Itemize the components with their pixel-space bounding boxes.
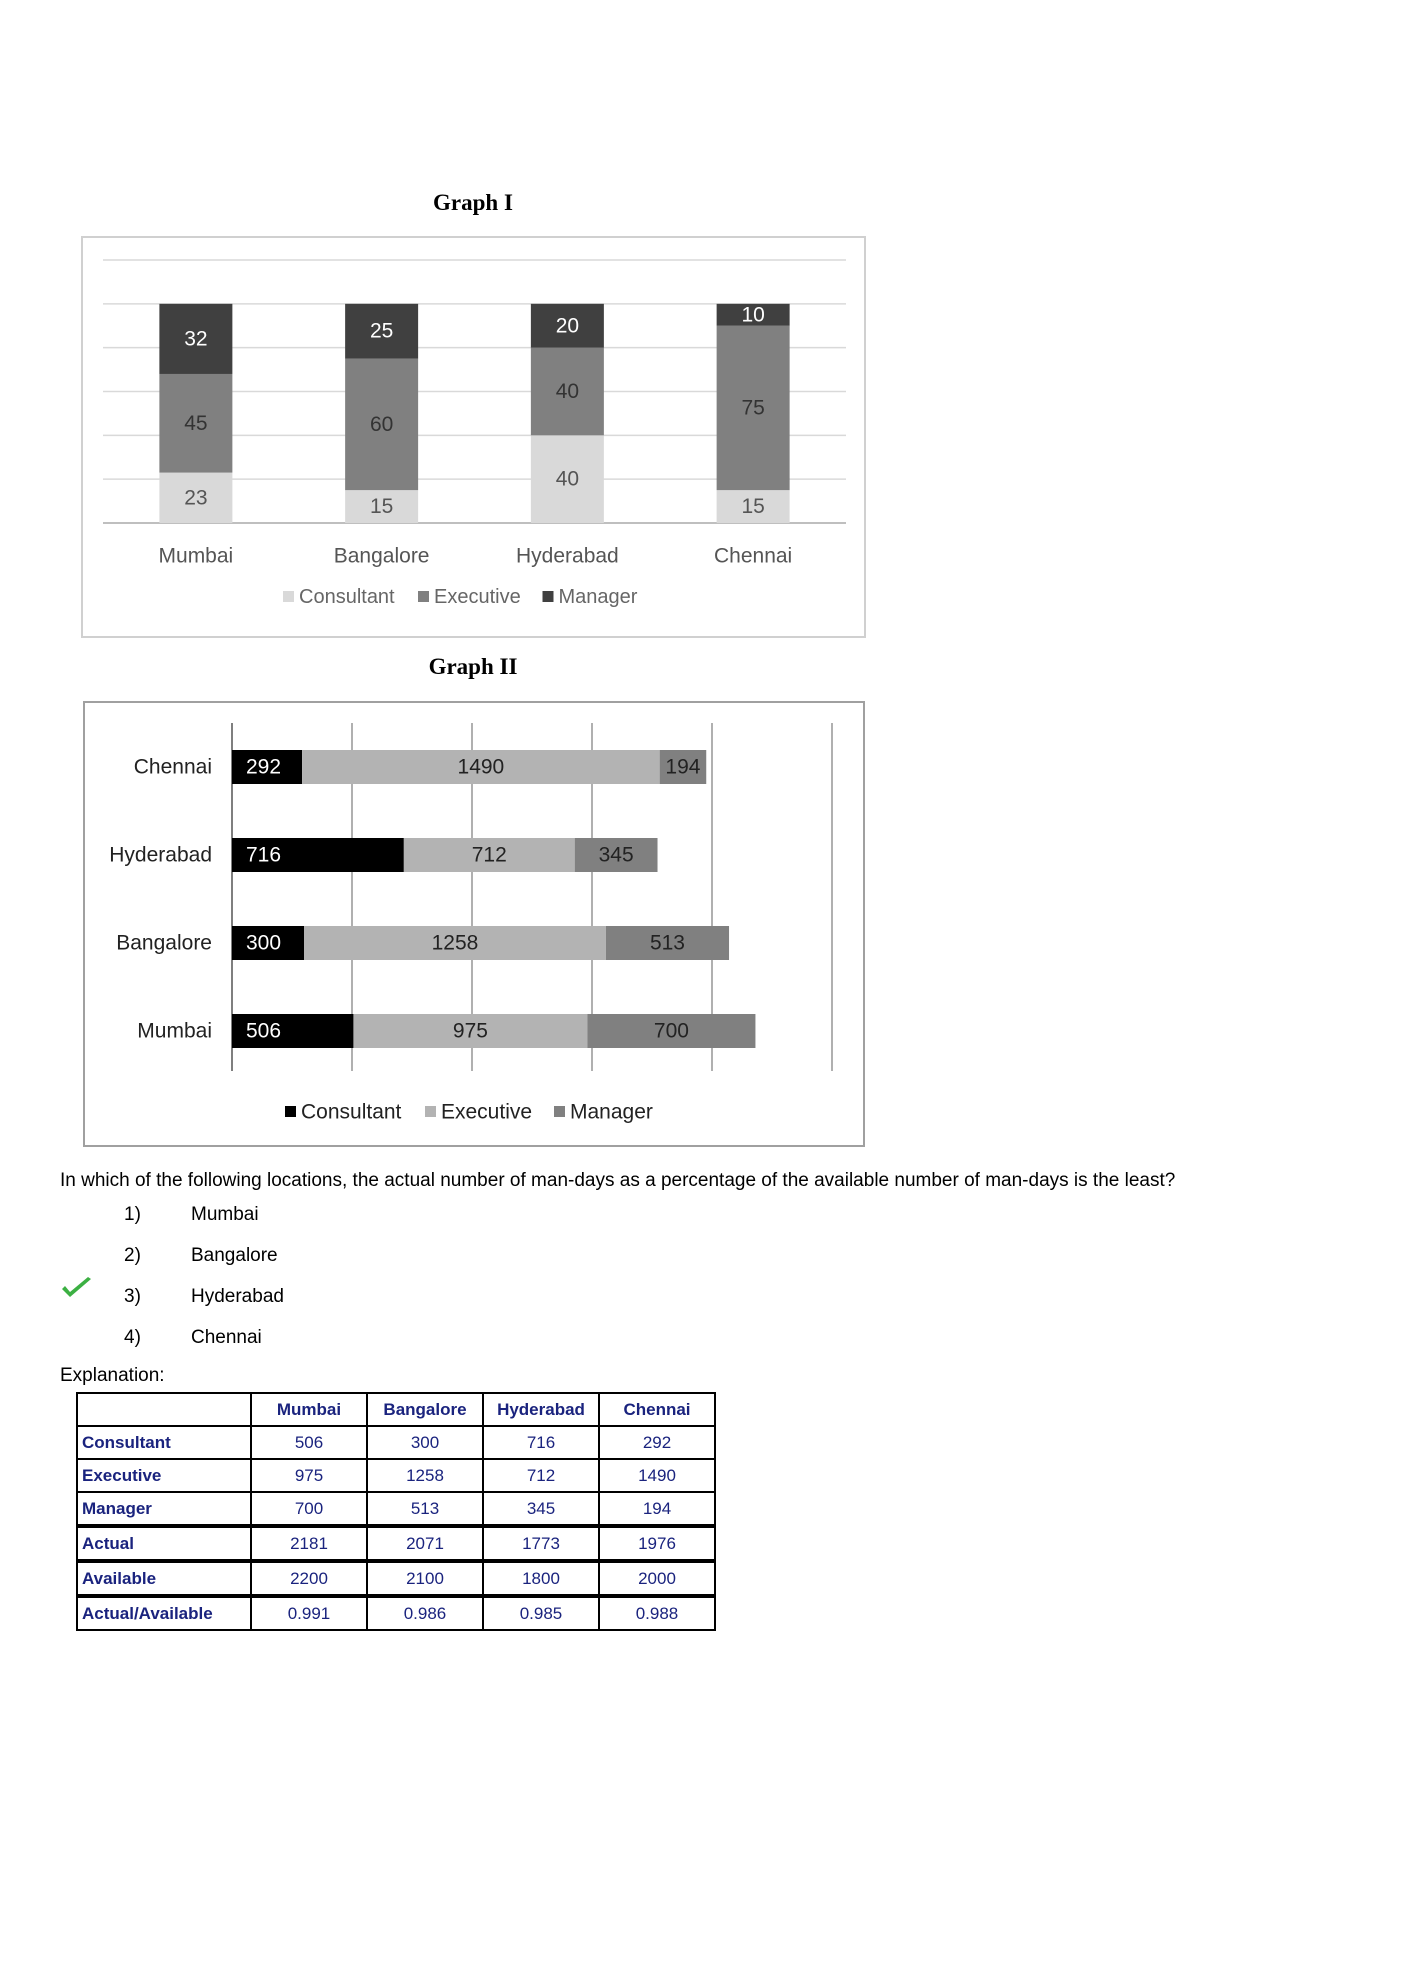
legend-swatch xyxy=(554,1106,565,1117)
row-label: Executive xyxy=(77,1459,251,1492)
legend-swatch xyxy=(418,591,429,602)
legend-swatch xyxy=(283,591,294,602)
graph1-title: Graph I xyxy=(433,190,513,215)
category-label: Mumbai xyxy=(137,1019,212,1043)
option-label: Chennai xyxy=(191,1327,262,1348)
table-cell: 700 xyxy=(251,1492,367,1526)
data-label: 40 xyxy=(555,467,580,491)
category-label: Hyderabad xyxy=(516,544,619,568)
data-label: 23 xyxy=(184,486,208,510)
row-label: Consultant xyxy=(77,1426,251,1459)
category-label: Mumbai xyxy=(158,544,234,568)
option-label: Mumbai xyxy=(191,1204,259,1225)
table-cell: 0.988 xyxy=(599,1596,715,1630)
table-cell: 1490 xyxy=(599,1459,715,1492)
option-1[interactable] xyxy=(0,1204,400,1228)
table-cell: 1773 xyxy=(483,1526,599,1561)
data-label: 15 xyxy=(741,495,765,519)
table-cell: 1258 xyxy=(367,1459,483,1492)
table-cell: 2071 xyxy=(367,1526,483,1561)
graph2-frame xyxy=(83,701,865,1147)
category-label: Hyderabad xyxy=(109,843,212,867)
data-label: 712 xyxy=(471,843,507,867)
explanation-label: Explanation: xyxy=(60,1365,165,1386)
table-cell: 506 xyxy=(251,1426,367,1459)
row-label: Manager xyxy=(77,1492,251,1526)
data-label: 345 xyxy=(598,843,634,867)
explanation-table xyxy=(76,1392,716,1631)
checkmark-icon xyxy=(60,1275,94,1308)
legend-label: Executive xyxy=(434,586,521,608)
option-number: 3) xyxy=(124,1286,141,1307)
category-label: Bangalore xyxy=(333,544,430,568)
row-label: Available xyxy=(77,1561,251,1596)
table-cell: 345 xyxy=(483,1492,599,1526)
table-cell: 2000 xyxy=(599,1561,715,1596)
table-header-cell: Bangalore xyxy=(367,1393,483,1426)
legend-label: Consultant xyxy=(301,1100,402,1124)
table-cell: 0.986 xyxy=(367,1596,483,1630)
graph2-chart xyxy=(85,703,863,1145)
option-number: 4) xyxy=(124,1327,141,1348)
category-label: Chennai xyxy=(133,755,212,779)
data-label: 506 xyxy=(246,1019,282,1043)
table-cell: 1976 xyxy=(599,1526,715,1561)
table-row xyxy=(77,1426,715,1459)
table-header-cell: Chennai xyxy=(599,1393,715,1426)
data-label: 60 xyxy=(369,412,394,436)
table-cell: 194 xyxy=(599,1492,715,1526)
data-label: 45 xyxy=(184,411,208,435)
data-label: 25 xyxy=(369,319,394,343)
data-label: 1490 xyxy=(457,755,505,779)
table-row xyxy=(77,1596,715,1630)
legend-swatch xyxy=(285,1106,296,1117)
legend-label: Executive xyxy=(441,1100,533,1124)
table-header-row xyxy=(77,1393,715,1426)
legend-label: Manager xyxy=(558,586,638,608)
table-cell: 0.991 xyxy=(251,1596,367,1630)
table-cell: 2200 xyxy=(251,1561,367,1596)
table-cell: 1800 xyxy=(483,1561,599,1596)
legend-label: Manager xyxy=(570,1100,653,1124)
table-cell: 2181 xyxy=(251,1526,367,1561)
table-cell: 292 xyxy=(599,1426,715,1459)
table-cell: 712 xyxy=(483,1459,599,1492)
option-label: Bangalore xyxy=(191,1245,278,1266)
data-label: 10 xyxy=(741,303,765,327)
data-label: 15 xyxy=(369,495,394,519)
data-label: 1258 xyxy=(431,931,479,955)
category-label: Bangalore xyxy=(116,931,212,955)
option-number: 1) xyxy=(124,1204,141,1225)
table-header-cell: Hyderabad xyxy=(483,1393,599,1426)
table-cell: 2100 xyxy=(367,1561,483,1596)
data-label: 292 xyxy=(246,755,282,779)
option-4[interactable] xyxy=(0,1327,400,1351)
data-label: 975 xyxy=(452,1019,488,1043)
graph1-frame xyxy=(81,236,866,638)
data-label: 300 xyxy=(246,931,282,955)
row-label: Actual/Available xyxy=(77,1596,251,1630)
graph1-chart xyxy=(83,238,864,636)
table-cell: 513 xyxy=(367,1492,483,1526)
table-cell: 716 xyxy=(483,1426,599,1459)
table-header-cell: Mumbai xyxy=(251,1393,367,1426)
category-label: Chennai xyxy=(714,544,793,568)
data-label: 32 xyxy=(184,327,208,351)
data-label: 20 xyxy=(555,314,580,338)
legend-swatch xyxy=(425,1106,436,1117)
data-label: 75 xyxy=(741,396,765,420)
table-cell: 975 xyxy=(251,1459,367,1492)
table-row xyxy=(77,1459,715,1492)
legend-swatch xyxy=(543,591,554,602)
data-label: 194 xyxy=(665,755,701,779)
data-label: 700 xyxy=(653,1019,689,1043)
graph2-title: Graph II xyxy=(428,654,518,679)
table-row xyxy=(77,1561,715,1596)
table-cell: 300 xyxy=(367,1426,483,1459)
table-cell: 0.985 xyxy=(483,1596,599,1630)
option-label: Hyderabad xyxy=(191,1286,284,1307)
row-label: Actual xyxy=(77,1526,251,1561)
option-number: 2) xyxy=(124,1245,141,1266)
data-label: 40 xyxy=(555,380,580,403)
data-label: 716 xyxy=(246,843,282,867)
table-row xyxy=(77,1526,715,1561)
legend-label: Consultant xyxy=(299,586,395,608)
question-text: In which of the following locations, the actual number of man-days as a percentage of the available number of man-days is the least? xyxy=(60,1170,1176,1191)
data-label: 513 xyxy=(649,931,686,955)
option-2[interactable] xyxy=(0,1245,400,1269)
table-header-cell xyxy=(77,1393,251,1426)
table-row xyxy=(77,1492,715,1526)
